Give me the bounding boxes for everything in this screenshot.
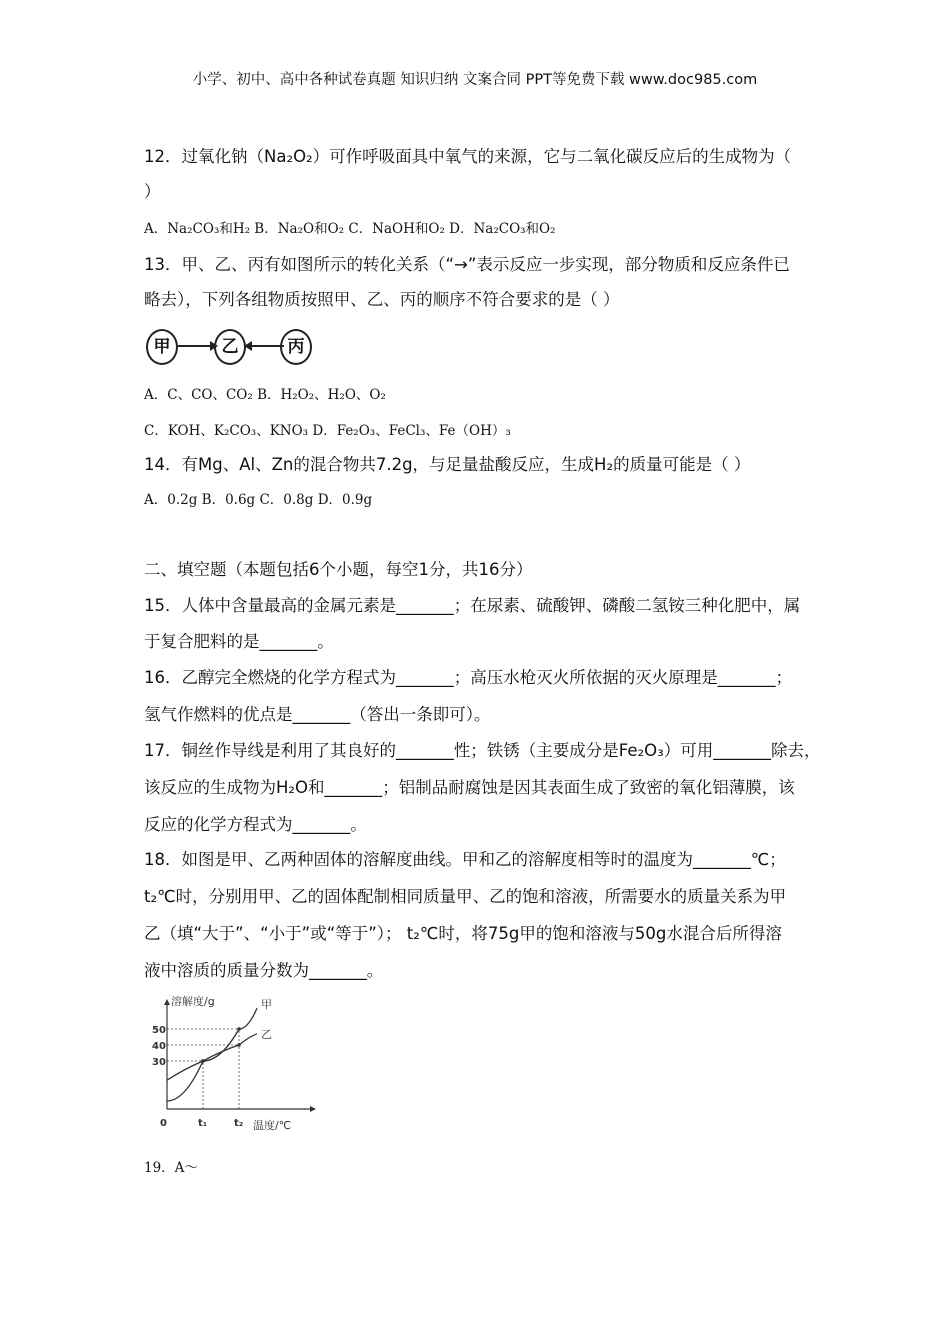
node-bing: 丙 <box>280 329 312 365</box>
series-line-jia <box>167 1008 257 1101</box>
y-tick-label: 50 <box>152 1025 166 1036</box>
q17-line3: 反应的化学方程式为_______。 <box>144 815 367 834</box>
y-axis-arrow-icon <box>164 999 170 1005</box>
q19-stem: 19．A～ <box>144 1160 198 1176</box>
q18-line2: t₂℃时，分别用甲、乙的固体配制相同质量甲、乙的饱和溶液，所需要水的质量关系为甲 <box>144 887 787 906</box>
x-axis-label: 温度/℃ <box>253 1119 292 1132</box>
y-tick-label: 40 <box>152 1041 166 1052</box>
q15-line1: 15．人体中含量最高的金属元素是_______；在尿素、硫酸钾、磷酸二氢铵三种化肥中，属 <box>144 596 801 615</box>
q18-line4: 液中溶质的质量分数为_______。 <box>144 961 384 980</box>
q16-line2: 氢气作燃料的优点是_______（答出一条即可）。 <box>144 705 491 724</box>
series-label: 乙 <box>261 1027 272 1041</box>
q17-line2: 该反应的生成物为H₂O和_______；铝制品耐腐蚀是因其表面生成了致密的氧化铝薄膜，该 <box>144 778 795 797</box>
q13-options-cd: C．KOH、K₂CO₃、KNO₃ D．Fe₂O₃、FeCl₃、Fe（OH）₃ <box>144 423 511 439</box>
data-point <box>201 1059 205 1063</box>
y-axis-label: 溶解度/g <box>171 995 215 1008</box>
right-arrow-icon <box>178 338 218 354</box>
section-title: 二、填空题（本题包括6个小题，每空1分，共16分） <box>144 560 533 579</box>
solubility-chart <box>150 995 330 1135</box>
solubility-chart-svg <box>150 995 330 1135</box>
x-axis-arrow-icon <box>310 1106 316 1112</box>
q13-options-ab: A．C、CO、CO₂ B．H₂O₂、H₂O、O₂ <box>144 387 386 403</box>
q18-line1: 18．如图是甲、乙两种固体的溶解度曲线。甲和乙的溶解度相等时的温度为_______℃； <box>144 850 786 869</box>
node-yi: 乙 <box>214 329 246 365</box>
y-tick-label: 30 <box>152 1057 166 1068</box>
q15-line2: 于复合肥料的是_______。 <box>144 632 334 651</box>
series-label: 甲 <box>261 998 272 1012</box>
x-tick-label: t₁ <box>198 1118 208 1129</box>
q14-stem: 14．有Mg、Al、Zn的混合物共7.2g，与足量盐酸反应，生成H₂的质量可能是（ ） <box>144 455 751 474</box>
data-point <box>237 1027 241 1031</box>
series-line-yi <box>167 1034 257 1080</box>
q17-line1: 17．铜丝作导线是利用了其良好的_______性；铁锈（主要成分是Fe₂O₃）可用_______除去， <box>144 741 821 760</box>
node-jia: 甲 <box>146 329 178 365</box>
data-point <box>237 1043 241 1047</box>
q18-line3: 乙（填“大于”、“小于”或“等于”）； t₂℃时，将75g甲的饱和溶液与50g水混合后所得溶 <box>144 924 782 943</box>
q13-stem: 13．甲、乙、丙有如图所示的转化关系（“→”表示反应一步实现，部分物质和反应条件已 <box>144 255 790 274</box>
left-arrow-icon <box>244 338 284 354</box>
q16-line1: 16．乙醇完全燃烧的化学方程式为_______；高压水枪灭火所依据的灭火原理是_______； <box>144 668 792 687</box>
q12-stem: 12．过氧化钠（Na₂O₂）可作呼吸面具中氧气的来源，它与二氧化碳反应后的生成物为（ <box>144 147 792 166</box>
q12-options: A．Na₂CO₃和H₂ B．Na₂O和O₂ C．NaOH和O₂ D．Na₂CO₃和O₂ <box>144 221 556 237</box>
origin-label: 0 <box>160 1118 167 1129</box>
q13-stem-end: 略去），下列各组物质按照甲、乙、丙的顺序不符合要求的是（ ） <box>144 290 620 309</box>
page-header: 小学、初中、高中各种试卷真题 知识归纳 文案合同 PPT等免费下载 www.doc985.com <box>192 72 758 88</box>
x-tick-label: t₂ <box>234 1118 244 1129</box>
q12-stem-end: ） <box>144 182 161 201</box>
q14-options: A．0.2g B．0.6g C．0.8g D．0.9g <box>144 492 373 508</box>
